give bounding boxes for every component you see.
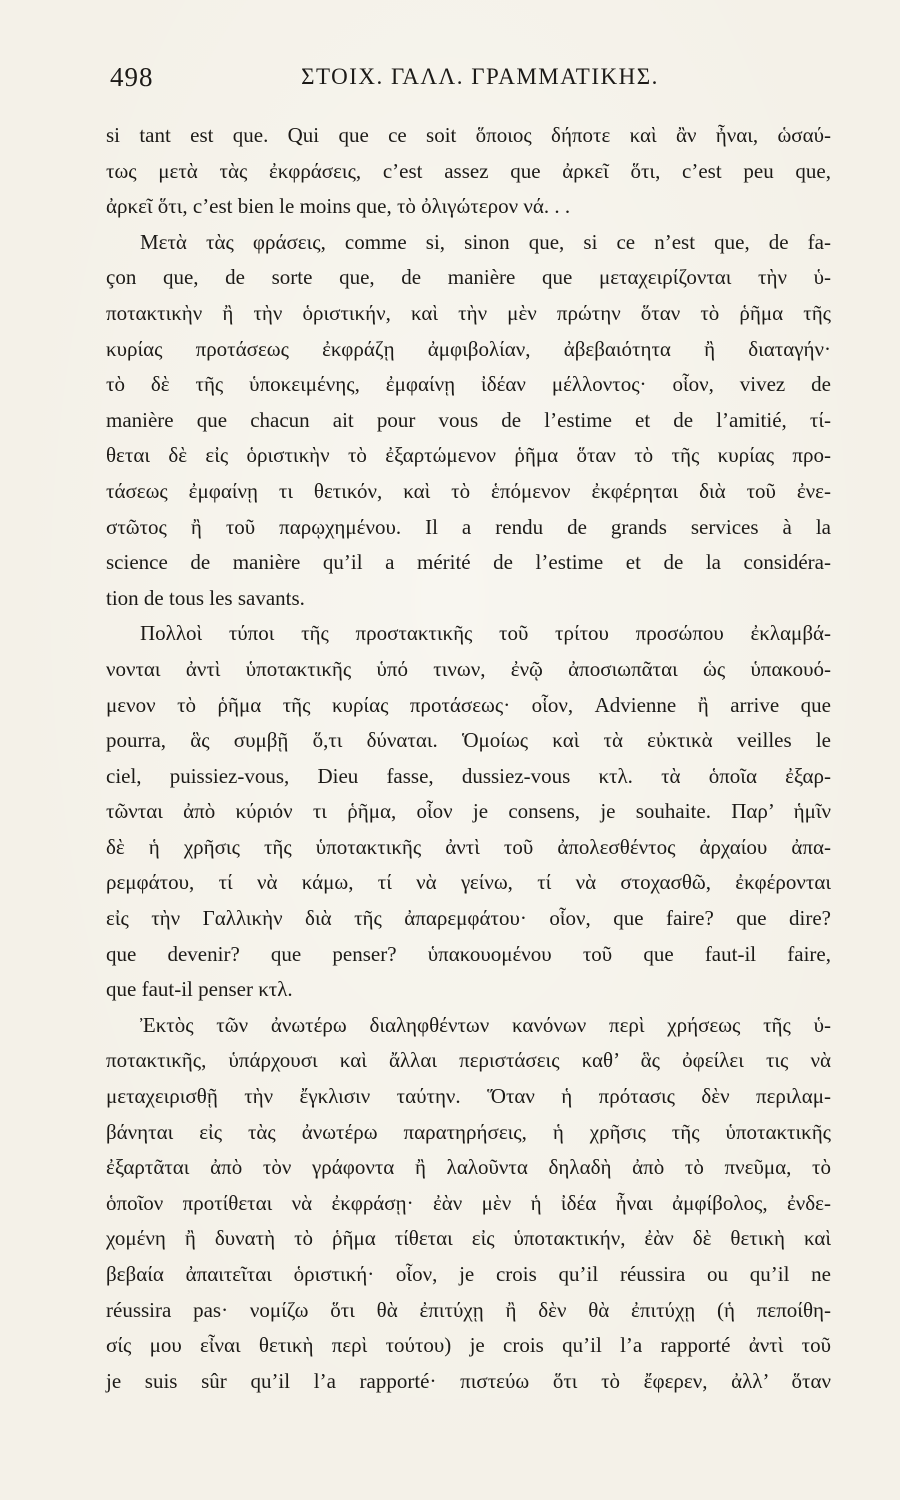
text-line: νονται ἀντὶ ὑποτακτικῆς ὑπό τινων, ἐνῷ ἀποσιωπᾶται ὡς ὑπακουό- <box>106 656 831 681</box>
text-line: ποτακτικῆς, ὑπάρχουσι καὶ ἄλλαι περιστάσεις καθ’ ἃς ὀφείλει τις νὰ <box>106 1048 831 1073</box>
text-line: τῶνται ἀπὸ κύριόν τι ῥῆμα, οἷον je consens, je souhaite. Παρ’ ἡμῖν <box>106 799 831 824</box>
text-line: manière que chacun ait pour vous de l’estime et de l’amitié, τί- <box>106 407 831 432</box>
text-line: σίς μου εἶναι θετικὴ περὶ τούτου) je crois qu’il l’a rapporté ἀντὶ τοῦ <box>106 1333 831 1358</box>
text-line: εἰς τὴν Γαλλικὴν διὰ τῆς ἀπαρεμφάτου· οἷον, que faire? que dire? <box>106 906 831 931</box>
body-text <box>106 118 831 1399</box>
text-line: θεται δὲ εἰς ὁριστικὴν τὸ ἐξαρτώμενον ῥῆμα ὅταν τὸ τῆς κυρίας προ- <box>106 443 831 468</box>
text-line: μεταχειρισθῇ τὴν ἔγκλισιν ταύτην. Ὅταν ἡ πρότασις δὲν περιλαμ- <box>106 1084 831 1109</box>
text-line: réussira pas· νομίζω ὅτι θὰ ἐπιτύχῃ ἢ δὲν θὰ ἐπιτύχῃ (ἡ πεποίθη- <box>106 1297 831 1322</box>
text-line: çon que, de sorte que, de manière que μεταχειρίζονται τὴν ὑ- <box>106 265 831 290</box>
text-line: ciel, puissiez-vous, Dieu fasse, dussiez-vous κτλ. τὰ ὁποῖα ἐξαρ- <box>106 763 831 788</box>
text-line: βεβαία ἀπαιτεῖται ὁριστική· οἷον, je crois qu’il réussira ou qu’il ne <box>106 1262 831 1286</box>
text-line: δὲ ἡ χρῆσις τῆς ὑποτακτικῆς ἀντὶ τοῦ ἀπολεσθέντος ἀρχαίου ἀπα- <box>106 834 831 859</box>
text-line: je suis sûr qu’il l’a rapporté· πιστεύω ὅτι τὸ ἔφερεν, ἀλλ’ ὅταν <box>106 1368 831 1393</box>
paragraph-1 <box>106 118 831 225</box>
text-line: science de manière qu’il a mérité de l’estime et de la considéra- <box>106 550 831 575</box>
text-line: Πολλοὶ τύποι τῆς προστακτικῆς τοῦ τρίτου προσώπου ἐκλαμβά- <box>140 621 831 646</box>
text-line: στῶτος ἢ τοῦ παρῳχημένου. Il a rendu de grands services à la <box>106 514 831 539</box>
text-line: pourra, ἃς συμβῇ ὅ,τι δύναται. Ὁμοίως καὶ τὰ εὐκτικὰ veilles le <box>106 728 831 753</box>
text-line: κυρίας προτάσεως ἐκφράζῃ ἀμφιβολίαν, ἀβεβαιότητα ἢ διαταγήν· <box>106 336 831 361</box>
text-line: μενον τὸ ῥῆμα τῆς κυρίας προτάσεως· οἷον, Advienne ἢ arrive que <box>106 692 831 717</box>
text-line: χομένη ἢ δυνατὴ τὸ ῥῆμα τίθεται εἰς ὑποτακτικήν, ἐὰν δὲ θετικὴ καὶ <box>106 1226 831 1251</box>
paragraph-4 <box>106 1008 831 1400</box>
text-line: τὸ δὲ τῆς ὑποκειμένης, ἐμφαίνῃ ἰδέαν μέλλοντος· οἷον, vivez de <box>106 372 831 397</box>
paragraph-2 <box>106 225 831 617</box>
paragraph-3 <box>106 616 831 1008</box>
text-line: ἐξαρτᾶται ἀπὸ τὸν γράφοντα ἢ λαλοῦντα δηλαδὴ ἀπὸ τὸ πνεῦμα, τὸ <box>106 1155 831 1180</box>
text-line: tion de tous les savants. <box>106 585 305 610</box>
text-line: τάσεως ἐμφαίνῃ τι θετικόν, καὶ τὸ ἑπόμενον ἐκφέρηται διὰ τοῦ ἐνε- <box>106 478 831 503</box>
running-head: ΣΤΟΙΧ. ΓΑΛΛ. ΓΡΑΜΜΑΤΙΚΗΣ. <box>301 64 659 89</box>
text-line: Ἐκτὸς τῶν ἀνωτέρω διαληφθέντων κανόνων περὶ χρήσεως τῆς ὑ- <box>140 1012 831 1037</box>
text-line: que faut-il penser κτλ. <box>106 977 293 1002</box>
text-line: ρεμφάτου, τί νὰ κάμω, τί νὰ γείνω, τί νὰ στοχασθῶ, ἐκφέρονται <box>106 870 831 895</box>
text-line: si tant est que. Qui que ce soit ὅποιος δήποτε καὶ ἂν ἦναι, ὡσαύ- <box>106 123 831 147</box>
text-line: ὁποῖον προτίθεται νὰ ἐκφράσῃ· ἐὰν μὲν ἡ ἰδέα ἦναι ἀμφίβολος, ἐνδε- <box>106 1190 831 1215</box>
page-number: 498 <box>110 62 154 92</box>
text-line: Μετὰ τὰς φράσεις, comme si, sinon que, si ce n’est que, de fa- <box>140 229 831 254</box>
text-line: ποτακτικὴν ἢ τὴν ὁριστικήν, καὶ τὴν μὲν πρώτην ὅταν τὸ ῥῆμα τῆς <box>106 300 831 325</box>
page-header <box>110 62 830 102</box>
text-line: ἀρκεῖ ὅτι, c’est bien le moins que, τὸ ὀλιγώτερον νά. . . <box>106 194 571 219</box>
text-line: que devenir? que penser? ὑπακουομένου τοῦ que faut-il faire, <box>106 941 831 966</box>
text-line: βάνηται εἰς τὰς ἀνωτέρω παρατηρήσεις, ἡ χρῆσις τῆς ὑποτακτικῆς <box>106 1119 831 1144</box>
text-line: τως μετὰ τὰς ἐκφράσεις, c’est assez que ἀρκεῖ ὅτι, c’est peu que, <box>106 158 831 183</box>
